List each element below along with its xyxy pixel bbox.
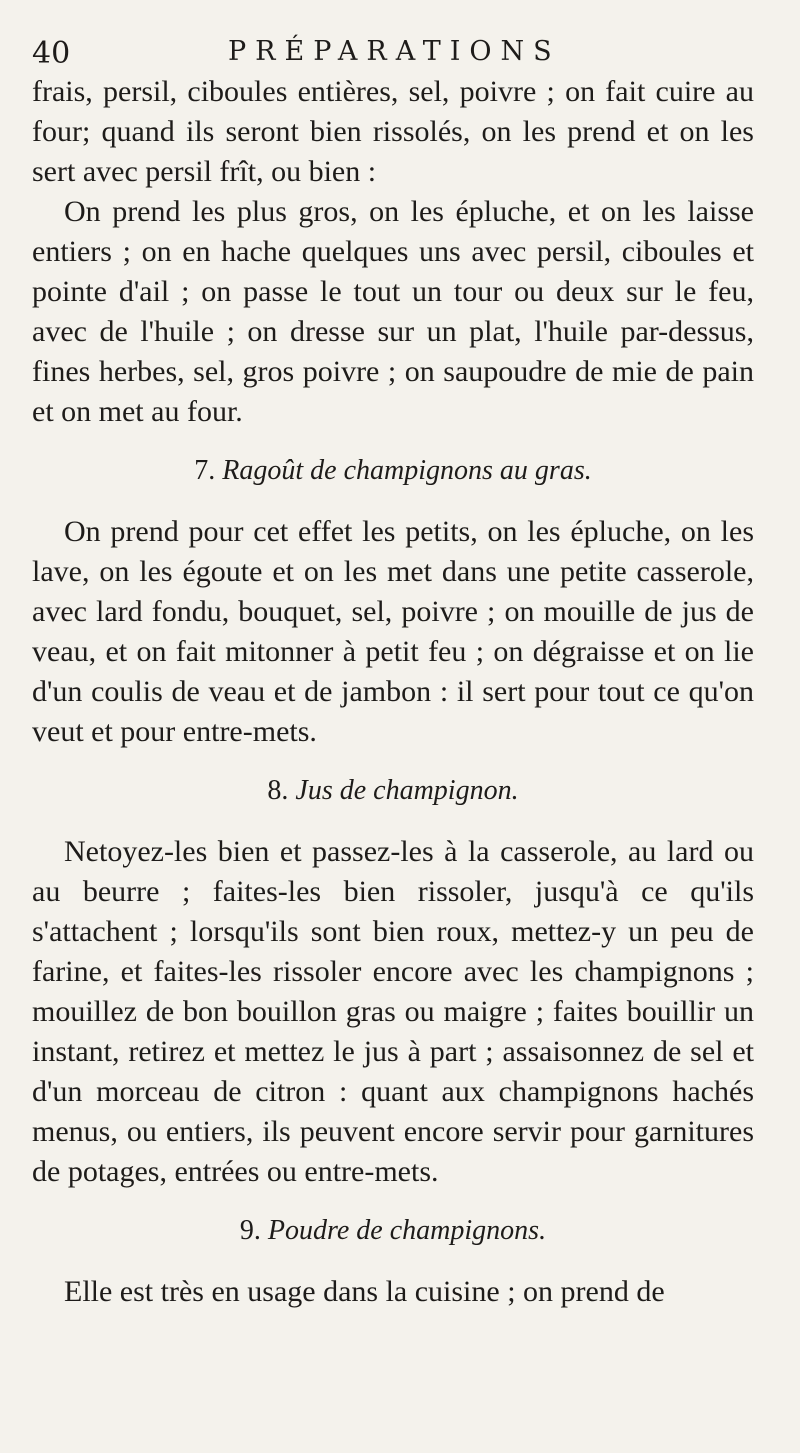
paragraph-continuation: frais, persil, ciboules entières, sel, poivre ; on fait cuire au four; quand ils seront bien rissolés, on les prend et on les sert avec persil frît, ou bien : bbox=[32, 75, 754, 188]
recipe-heading-8 bbox=[32, 774, 754, 808]
running-title: PRÉPARATIONS bbox=[228, 36, 561, 67]
recipe-title: Jus de champignon. bbox=[295, 775, 519, 806]
recipe-title: Poudre de champignons. bbox=[267, 1215, 547, 1246]
recipe-heading-9 bbox=[32, 1214, 754, 1248]
recipe-text-9: Elle est très en usage dans la cuisine ; on prend de bbox=[64, 1275, 665, 1308]
running-head bbox=[32, 18, 754, 72]
page-number: 40 bbox=[32, 36, 71, 71]
recipe-number: 7. bbox=[194, 455, 216, 486]
recipe-heading-7 bbox=[32, 454, 754, 488]
recipe-number: 9. bbox=[239, 1215, 261, 1246]
recipe-text-8: Netoyez-les bien et passez-les à la casserole, au lard ou au beurre ; faites-les bien rissoler, jusqu'à ce qu'ils s'attachent ; lorsqu'ils sont bien roux, mettez-y un peu de farine, et faites-les rissoler encore avec les champignons ; mouillez de bon bouillon gras ou maigre ; faites bouillir un instant, retirez et mettez le jus à part ; assaisonnez de sel et d'un morceau de citron : quant aux champignons hachés menus, ou entiers, ils peuvent encore servir pour garnitures de potages, entrées ou entre-mets. bbox=[32, 835, 754, 1188]
recipe-title: Ragoût de champignons au gras. bbox=[222, 455, 592, 486]
paragraph-variant: On prend les plus gros, on les épluche, et on les laisse entiers ; on en hache quelques uns avec persil, ciboules et pointe d'ail ; on passe le tout un tour ou deux sur le feu, avec de l'huile ; on dresse sur un plat, l'huile par-dessus, fines herbes, sel, gros poivre ; on saupoudre de mie de pain et on met au four. bbox=[32, 195, 754, 428]
recipe-number: 8. bbox=[267, 775, 289, 806]
recipe-text-7: On prend pour cet effet les petits, on les épluche, on les lave, on les égoute et on les met dans une petite casserole, avec lard fondu, bouquet, sel, poivre ; on mouille de jus de veau, et on fait mitonner à petit feu ; on dégraisse et on lie d'un coulis de veau et de jambon : il sert pour tout ce qu'on veut et pour entre-mets. bbox=[32, 515, 754, 748]
body-text bbox=[32, 72, 754, 1312]
